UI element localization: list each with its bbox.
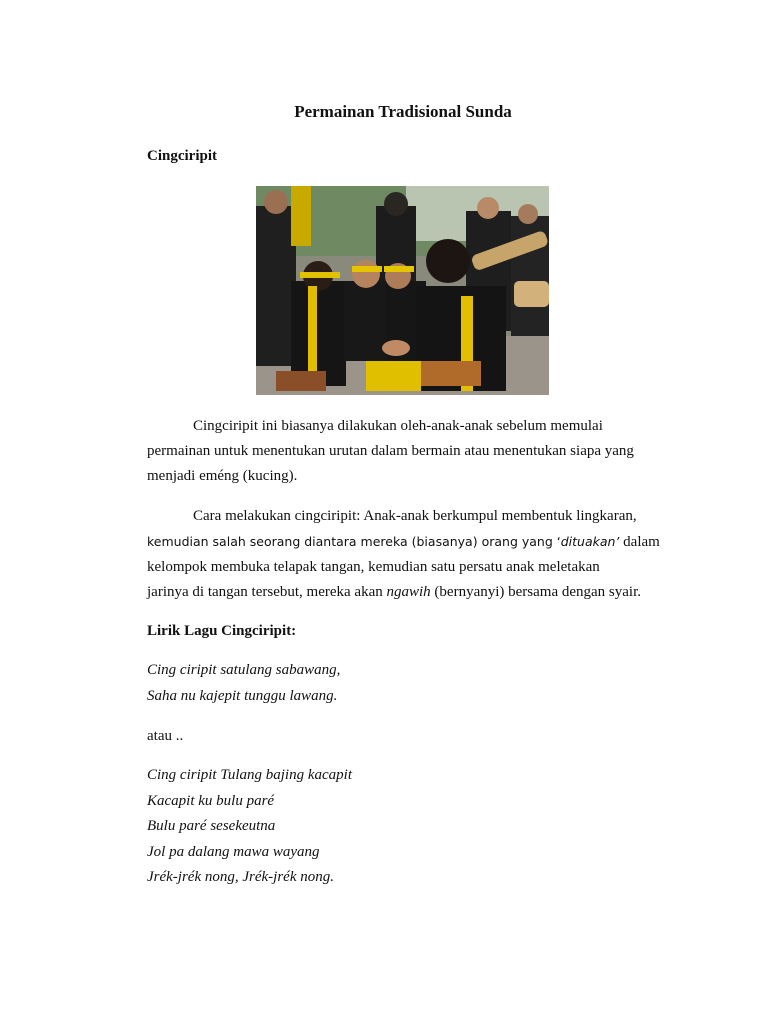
- lyrics-2-line: Kacapit ku bulu paré: [147, 792, 275, 809]
- lyrics-1-line: Saha nu kajepit tunggu lawang.: [147, 687, 338, 704]
- paragraph-2-line-2: [147, 529, 667, 555]
- lyrics-heading: Lirik Lagu Cingciripit:: [147, 623, 297, 639]
- paragraph-1-line-2: permainan untuk menentukan urutan dalam bermain atau menentukan siapa yang: [147, 443, 634, 459]
- paragraph-2-line-4-b: (bernyanyi) bersama dengan syair.: [430, 584, 642, 600]
- paragraph-2-line-1: Cara melakukan cingciripit: Anak-anak berkumpul membentuk lingkaran,: [193, 508, 637, 524]
- lyrics-2-line: Bulu paré sesekeutna: [147, 818, 276, 834]
- lyrics-1-line: Cing ciripit satulang sabawang,: [147, 662, 341, 678]
- lyrics-2-line: Jrék-jrék nong, Jrék-jrék nong.: [147, 869, 335, 885]
- paragraph-2-line-4-a: jarinya di tangan tersebut, mereka akan: [147, 584, 387, 600]
- paragraph-2-line-4-italic: ngawih: [386, 584, 431, 600]
- paragraph-2-line-2-sans: kemudian salah seorang diantara mereka (biasanya) orang yang ‘: [147, 534, 561, 549]
- paragraph-1-line-3: menjadi eméng (kucing).: [147, 468, 298, 484]
- atau-text: atau ..: [147, 728, 184, 744]
- paragraph-2-line-2-italic: dituakan’: [560, 534, 620, 549]
- paragraph-2-line-2-rest: dalam: [619, 534, 660, 550]
- paragraph-1: [147, 414, 667, 489]
- paragraph-1-line-1: Cingciripit ini biasanya dilakukan oleh-anak-anak sebelum memulai: [193, 418, 603, 434]
- paragraph-2: [147, 504, 667, 605]
- lyrics-2-line: Jol pa dalang mawa wayang: [147, 843, 320, 860]
- children-playing-photo: [256, 186, 549, 395]
- lyrics-2-line: Cing ciripit Tulang bajing kacapit: [147, 767, 353, 783]
- paragraph-2-line-3: kelompok membuka telapak tangan, kemudian satu persatu anak meletakan: [147, 559, 600, 575]
- paragraph-2-line-4: [147, 580, 667, 605]
- lyrics-block-2: [147, 763, 352, 891]
- page-title: Permainan Tradisional Sunda: [294, 102, 512, 121]
- section-heading: Cingciripit: [147, 148, 217, 164]
- lyrics-block-1: [147, 658, 340, 709]
